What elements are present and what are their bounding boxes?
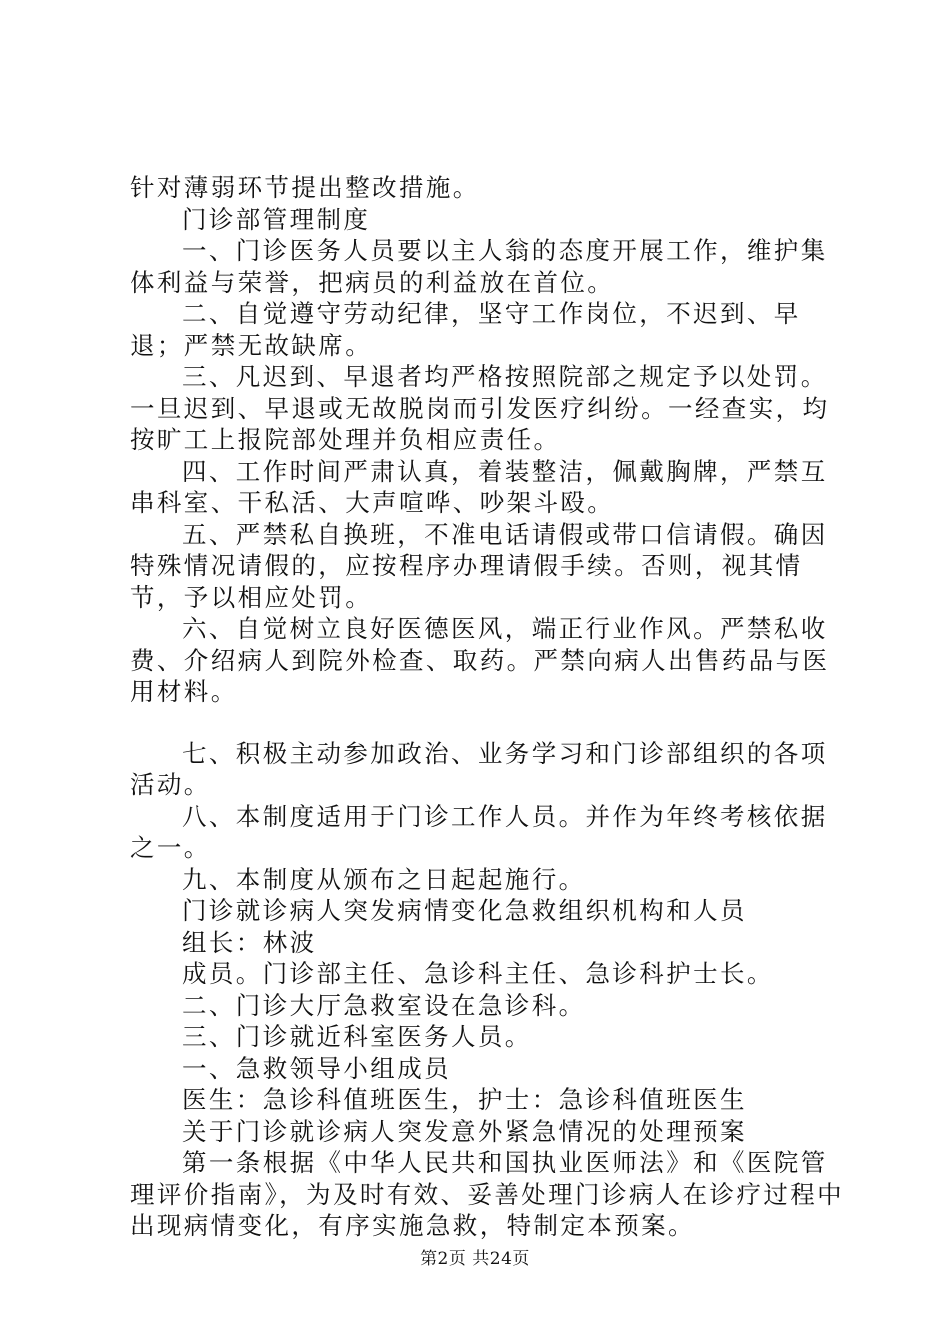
paragraph: 三、门诊就近科室医务人员。 xyxy=(182,1022,532,1051)
paragraph: 六、自觉树立良好医德医风，端正行业作风。严禁私收费、介绍病人到院外检查、取药。严禁向病人出售药品与医用材料。 xyxy=(130,614,830,706)
section-heading: 门诊就诊病人突发病情变化急救组织机构和人员 xyxy=(182,896,747,925)
paragraph: 七、积极主动参加政治、业务学习和门诊部组织的各项活动。 xyxy=(130,738,828,799)
paragraph: 针对薄弱环节提出整改措施。 xyxy=(130,173,480,202)
paragraph: 组长：林波 xyxy=(182,927,317,957)
paragraph: 第一条根据《中华人民共和国执业医师法》和《医院管理评价指南》，为及时有效、妥善处理门诊病人在诊疗过程中出现病情变化，有序实施急救，特制定本预案。 xyxy=(130,1148,845,1240)
page-footer: 第2页 共24页 xyxy=(420,1249,530,1269)
document-body xyxy=(130,172,852,1242)
paragraph: 成员。门诊部主任、急诊科主任、急诊科护士长。 xyxy=(182,959,774,988)
paragraph: 医生：急诊科值班医生，护士：急诊科值班医生 xyxy=(182,1085,747,1114)
section-heading: 关于门诊就诊病人突发意外紧急情况的处理预案 xyxy=(182,1116,747,1146)
paragraph: 二、自觉遵守劳动纪律，坚守工作岗位，不迟到、早退；严禁无故缺席。 xyxy=(130,299,801,360)
paragraph: 三、凡迟到、早退者均严格按照院部之规定予以处罚。一旦迟到、早退或无故脱岗而引发医疗纠纷。一经查实，均按旷工上报院部处理并负相应责任。 xyxy=(130,362,830,454)
paragraph: 五、严禁私自换班，不准电话请假或带口信请假。确因特殊情况请假的，应按程序办理请假手续。否则，视其情节，予以相应处罚。 xyxy=(130,519,828,612)
paragraph: 一、急救领导小组成员 xyxy=(182,1053,451,1083)
section-heading: 门诊部管理制度 xyxy=(182,204,371,234)
paragraph: 九、本制度从颁布之日起起施行。 xyxy=(182,864,586,894)
paragraph: 二、门诊大厅急救室设在急诊科。 xyxy=(182,990,586,1020)
paragraph: 一、门诊医务人员要以主人翁的态度开展工作，维护集体利益与荣誉，把病员的利益放在首位。 xyxy=(130,236,828,297)
paragraph: 八、本制度适用于门诊工作人员。并作为年终考核依据之一。 xyxy=(130,801,828,862)
paragraph: 四、工作时间严肃认真，着装整洁，佩戴胸牌，严禁互串科室、干私活、大声喧哗、吵架斗殴。 xyxy=(130,456,828,517)
